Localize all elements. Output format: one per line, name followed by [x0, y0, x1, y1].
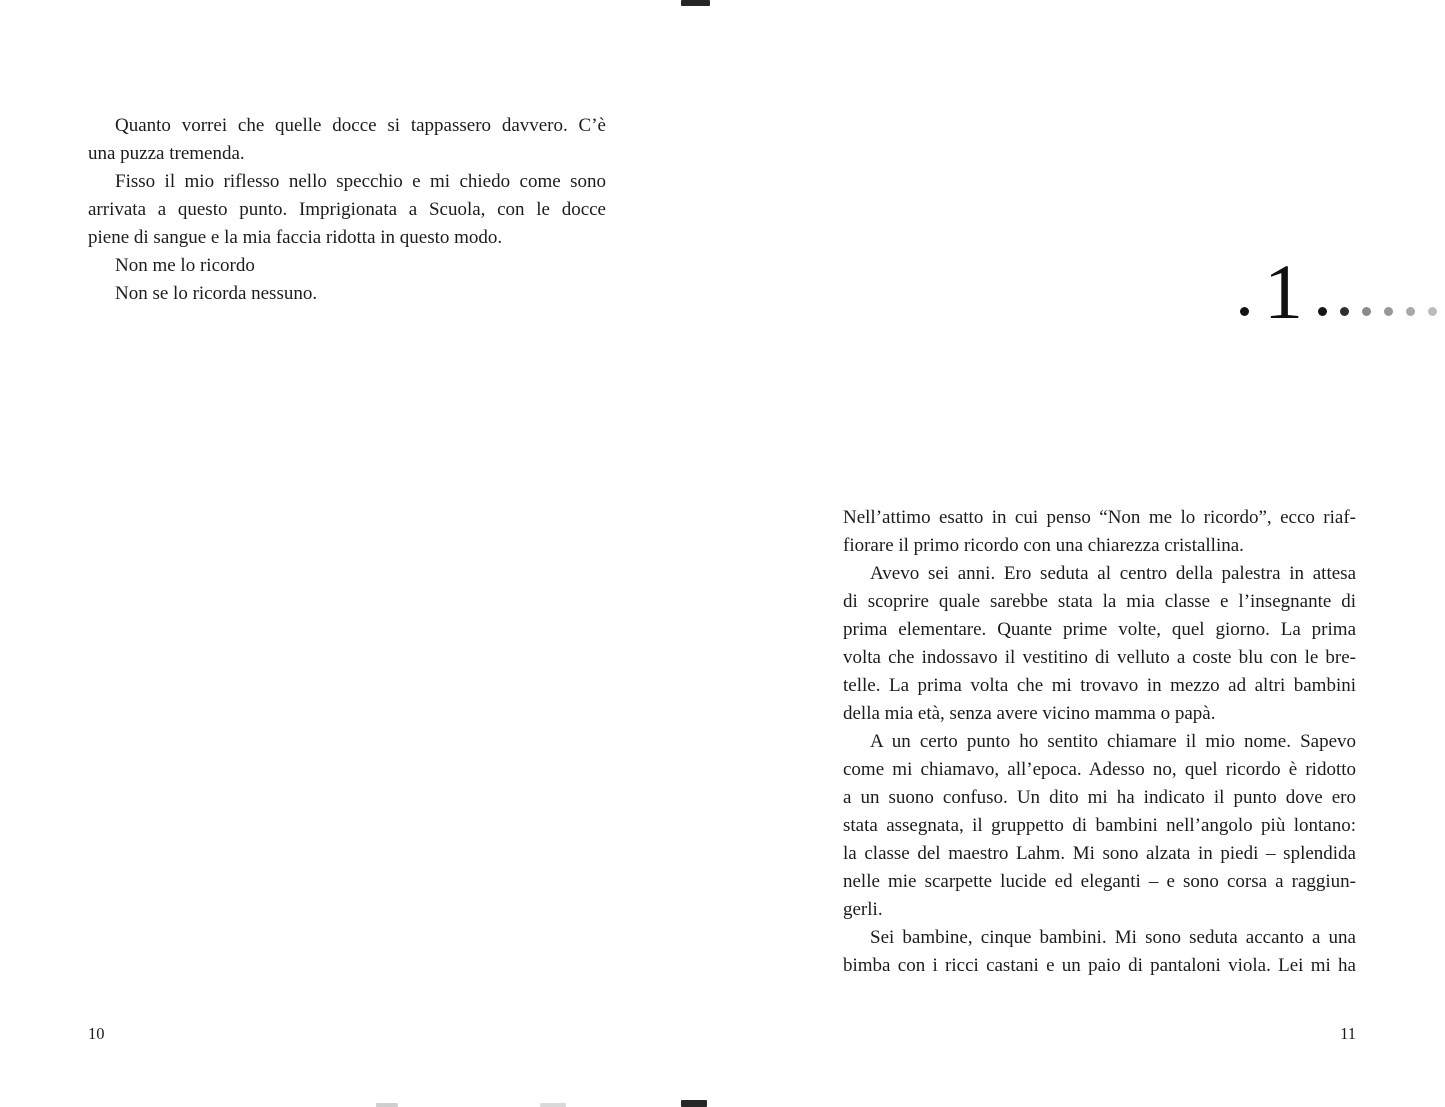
text-line: gerli.	[843, 899, 883, 920]
page-number-left: 10	[88, 1024, 105, 1043]
ornament-dot-icon	[1240, 307, 1249, 316]
text-line: la classe del maestro Lahm. Mi sono alzata in piedi – splendida	[843, 843, 1356, 864]
text-line: Nell’attimo esatto in cui penso “Non me lo ricordo”, ecco riaf-	[843, 507, 1356, 528]
text-line: di scoprire quale sarebbe stata la mia classe e l’insegnante di	[843, 591, 1356, 612]
gutter-mark-bottom	[681, 1100, 707, 1107]
text-line: A un certo punto ho sentito chiamare il mio nome. Sapevo	[870, 731, 1356, 752]
text-line: Quanto vorrei che quelle docce si tappassero davvero. C’è	[115, 115, 606, 136]
ornament-dot-icon	[1428, 307, 1437, 316]
ornament-dot-icon	[1318, 307, 1327, 316]
gutter-mark-top	[681, 0, 710, 6]
ornament-dots-row	[1318, 307, 1437, 327]
text-line: Non se lo ricorda nessuno.	[115, 283, 318, 304]
text-line: piene di sangue e la mia faccia ridotta in questo modo.	[88, 227, 503, 248]
ornament-dot-icon	[1362, 307, 1371, 316]
text-line: fiorare il primo ricordo con una chiarezza cristallina.	[843, 535, 1244, 556]
page-number-right: 11	[1340, 1024, 1356, 1043]
right-page-text-block	[843, 504, 1356, 980]
text-line: della mia età, senza avere vicino mamma o papà.	[843, 703, 1216, 724]
text-line: stata assegnata, il gruppetto di bambini nell’angolo più lontano:	[843, 815, 1356, 836]
text-line: una puzza tremenda.	[88, 143, 245, 164]
text-line: Fisso il mio riflesso nello specchio e mi chiedo come sono	[115, 171, 606, 192]
text-line: Sei bambine, cinque bambini. Mi sono seduta accanto a una	[870, 927, 1356, 948]
text-line: nelle mie scarpette lucide ed eleganti – e sono corsa a raggiun-	[843, 871, 1356, 892]
text-line: Non me lo ricordo	[115, 255, 255, 276]
text-line: bimba con i ricci castani e un paio di pantaloni viola. Lei mi ha	[843, 955, 1356, 976]
left-page-text-block	[88, 112, 606, 308]
scan-artifact	[376, 1103, 398, 1107]
text-line: telle. La prima volta che mi trovavo in mezzo ad altri bambini	[843, 675, 1356, 696]
text-line: arrivata a questo punto. Imprigionata a Scuola, con le docce	[88, 199, 606, 220]
text-line: prima elementare. Quante prime volte, quel giorno. La prima	[843, 619, 1356, 640]
chapter-ornament	[1240, 248, 1437, 335]
text-line: Avevo sei anni. Ero seduta al centro della palestra in attesa	[870, 563, 1356, 584]
ornament-dot-icon	[1406, 307, 1415, 316]
chapter-number: 1	[1264, 248, 1303, 335]
text-line: come mi chiamavo, all’epoca. Adesso no, quel ricordo è ridotto	[843, 759, 1356, 780]
ornament-dot-icon	[1384, 307, 1393, 316]
text-line: a un suono confuso. Un dito mi ha indicato il punto dove ero	[843, 787, 1356, 808]
scan-artifact	[540, 1103, 566, 1107]
ornament-dot-icon	[1340, 307, 1349, 316]
text-line: volta che indossavo il vestitino di velluto a coste blu con le bre-	[843, 647, 1356, 668]
